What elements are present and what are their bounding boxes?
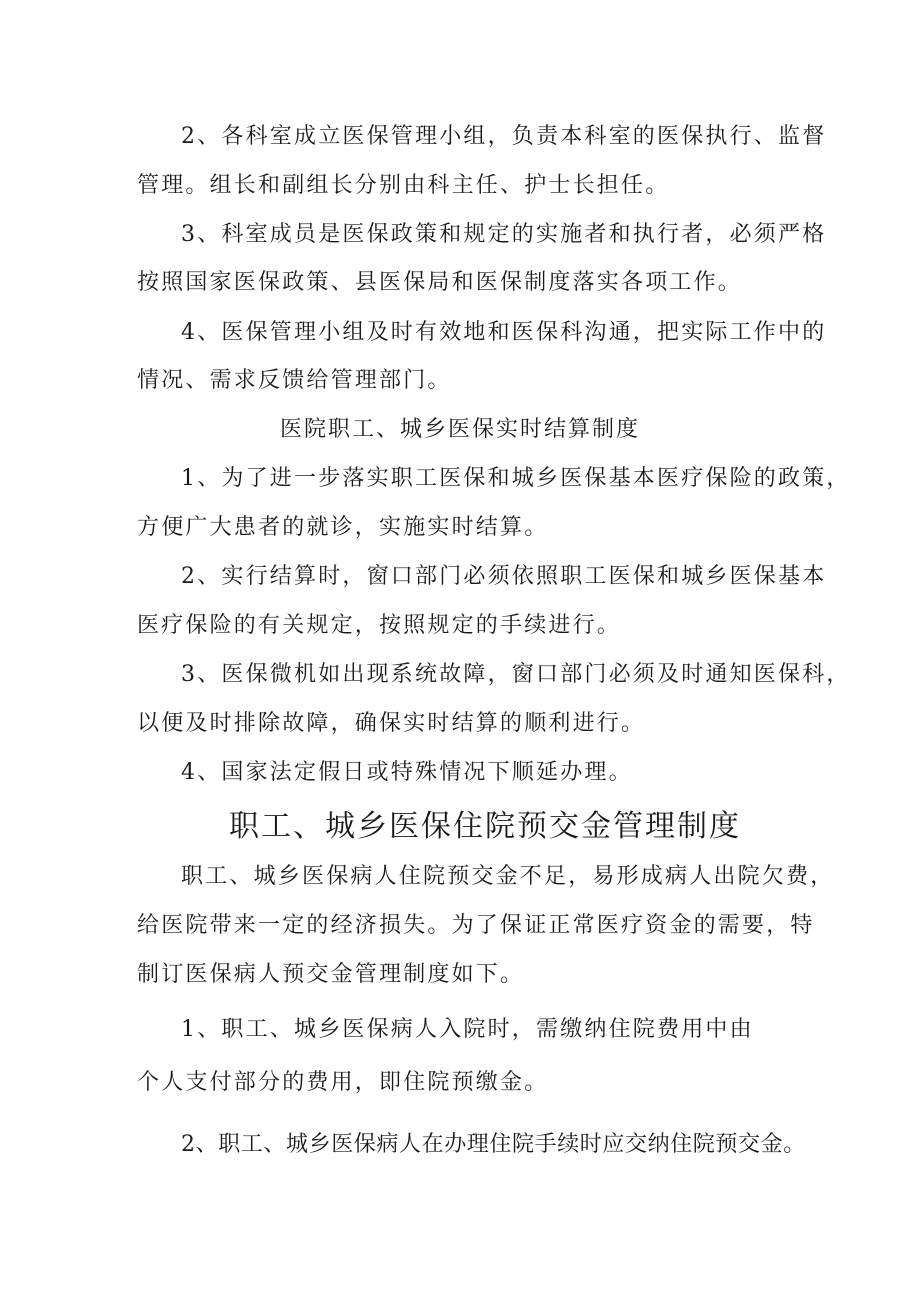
settlement-p2-line-2: 医疗保险的有关规定，按照规定的手续进行。 bbox=[137, 613, 622, 638]
settlement-p3-line-2: 以便及时排除故障，确保实时结算的顺利进行。 bbox=[137, 711, 646, 736]
org-p4-line-2: 情况、需求反馈给管理部门。 bbox=[137, 368, 452, 393]
deposit-p2-line-1: 2、职工、城乡医保病人在办理住院手续时应交纳住院预交金。 bbox=[181, 1132, 806, 1157]
org-p3-line-1: 3、科室成员是医保政策和规定的实施者和执行者，必须严格 bbox=[181, 222, 827, 247]
deposit-intro-line-2: 给医院带来一定的经济损失。为了保证正常医疗资金的需要，特 bbox=[137, 913, 815, 938]
deposit-p1-line-2: 个人支付部分的费用，即住院预缴金。 bbox=[137, 1070, 549, 1095]
org-p2-line-1: 2、各科室成立医保管理小组，负责本科室的医保执行、监督 bbox=[181, 124, 827, 149]
settlement-p1-line-1: 1、为了进一步落实职工医保和城乡医保基本医疗保险的政策， bbox=[181, 466, 851, 491]
settlement-p3-line-1: 3、医保微机如出现系统故障，窗口部门必须及时通知医保科， bbox=[181, 662, 851, 687]
org-p2-line-2: 管理。组长和副组长分别由科主任、护士长担任。 bbox=[137, 173, 670, 198]
settlement-title: 医院职工、城乡医保实时结算制度 bbox=[279, 417, 640, 442]
settlement-p4-line-1: 4、国家法定假日或特殊情况下顺延办理。 bbox=[181, 760, 633, 785]
org-p3-line-2: 按照国家医保政策、县医保局和医保制度落实各项工作。 bbox=[137, 270, 743, 295]
deposit-intro-line-3: 制订医保病人预交金管理制度如下。 bbox=[137, 962, 525, 987]
org-p4-line-1: 4、医保管理小组及时有效地和医保科沟通，把实际工作中的 bbox=[181, 320, 827, 345]
settlement-p2-line-1: 2、实行结算时，窗口部门必须依照职工医保和城乡医保基本 bbox=[181, 564, 827, 589]
settlement-p1-line-2: 方便广大患者的就诊，实施实时结算。 bbox=[137, 515, 549, 540]
deposit-intro-line-1: 职工、城乡医保病人住院预交金不足，易形成病人出院欠费， bbox=[181, 864, 835, 889]
deposit-title: 职工、城乡医保住院预交金管理制度 bbox=[229, 809, 741, 844]
deposit-p1-line-1: 1、职工、城乡医保病人入院时，需缴纳住院费用中由 bbox=[181, 1017, 754, 1042]
